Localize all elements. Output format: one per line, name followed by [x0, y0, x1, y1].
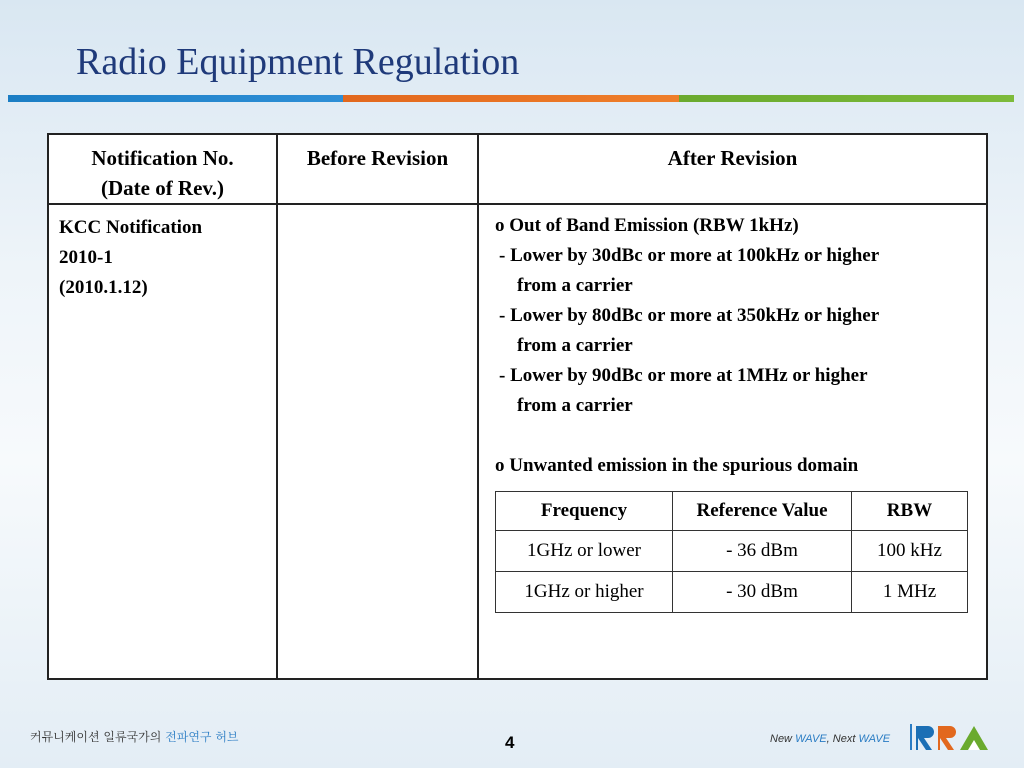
- slogan-wave: WAVE: [795, 733, 827, 745]
- oob-item-line1: - Lower by 90dBc or more at 1MHz or higher: [499, 365, 868, 386]
- spacer: [495, 421, 986, 451]
- cell-before-revision: [277, 204, 478, 679]
- oob-item-line2: from a carrier: [517, 275, 633, 296]
- spurious-header-rbw: RBW: [852, 492, 968, 531]
- oob-item-line2: from a carrier: [517, 395, 633, 416]
- bar-orange: [343, 95, 678, 102]
- spurious-header-frequency: Frequency: [496, 492, 673, 531]
- regulation-table: [47, 133, 988, 680]
- oob-item-line1: - Lower by 80dBc or more at 350kHz or higher: [499, 305, 880, 326]
- notification-line: KCC Notification: [59, 217, 203, 238]
- oob-item-line2: from a carrier: [517, 335, 633, 356]
- footer-tagline-accent: 전파연구 허브: [165, 730, 239, 744]
- notification-line: 2010-1: [59, 247, 113, 268]
- header-before-revision: Before Revision: [277, 134, 478, 204]
- footer-tagline: [30, 728, 239, 745]
- spurious-cell: 1GHz or higher: [496, 572, 673, 613]
- slogan-new: New: [770, 733, 796, 745]
- spurious-cell: 1GHz or lower: [496, 531, 673, 572]
- oob-item-line1: - Lower by 30dBc or more at 100kHz or higher: [499, 245, 880, 266]
- header-notification-line2: (Date of Rev.): [100, 176, 225, 200]
- slogan-wave: WAVE: [858, 733, 891, 745]
- header-color-bars: [8, 95, 1014, 102]
- table-row: [48, 204, 987, 679]
- header-notification-line1: Notification No.: [91, 146, 234, 170]
- header-notification: [48, 134, 277, 204]
- spurious-section-title: o Unwanted emission in the spurious domain: [495, 455, 859, 476]
- bar-blue: [8, 95, 343, 102]
- header-after-revision: After Revision: [478, 134, 987, 204]
- table-header-row: [48, 134, 987, 204]
- footer-slogan: [770, 733, 890, 745]
- notification-line: (2010.1.12): [59, 277, 148, 298]
- slogan-next: , Next: [826, 733, 859, 745]
- spurious-table: [495, 491, 968, 613]
- spurious-cell: 100 kHz: [852, 531, 968, 572]
- spurious-header-reference: Reference Value: [673, 492, 852, 531]
- spurious-cell: - 36 dBm: [673, 531, 852, 572]
- table-row: [496, 531, 968, 572]
- spurious-cell: - 30 dBm: [673, 572, 852, 613]
- table-row: [496, 572, 968, 613]
- page-number: 4: [505, 733, 515, 752]
- oob-section-title: o Out of Band Emission (RBW 1kHz): [495, 215, 799, 236]
- bar-green: [679, 95, 1014, 102]
- spurious-cell: 1 MHz: [852, 572, 968, 613]
- footer-tagline-text: 커뮤니케이션 일류국가의: [30, 730, 166, 744]
- page-title: Radio Equipment Regulation: [76, 41, 520, 83]
- rra-logo-icon: [910, 722, 992, 752]
- spurious-header-row: [496, 492, 968, 531]
- cell-after-revision: [478, 204, 987, 679]
- cell-notification: [48, 204, 277, 679]
